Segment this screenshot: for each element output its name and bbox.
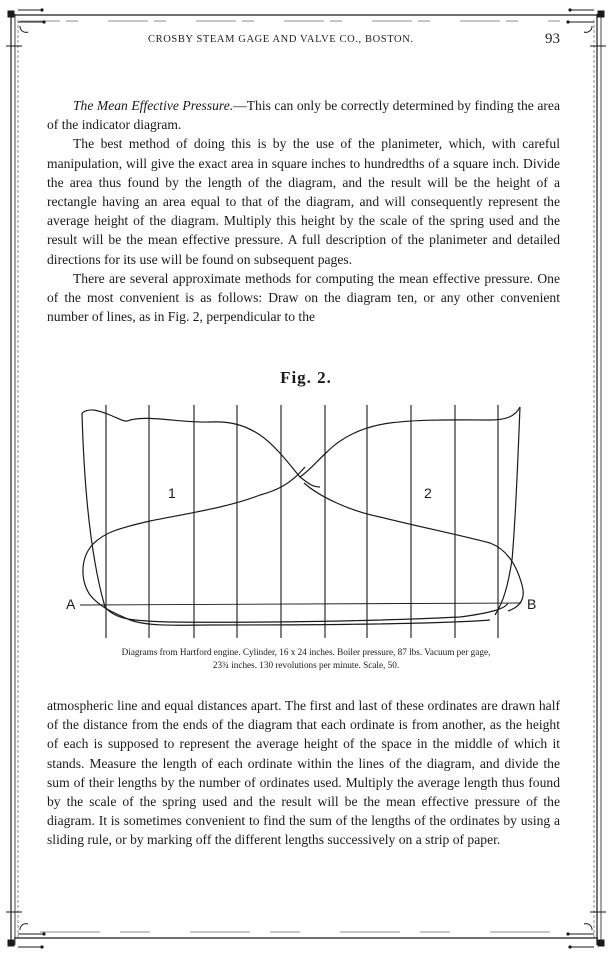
paragraph-planimeter: The best method of doing this is by the use of the planimeter, which, with careful manipulation, will give the exact area in square inches to hundredths of a square inch. Divide the area thus found by the length of the diagram, and the result will be the height of a rectangle having an area equal to that of the diagram, and will consequently represent the average height of the diagram. Multiply this height by the scale of the spring used and the result will be the mean effective pressure. A full description of the planimeter and detailed directions for its use will be found on subsequent pages. bbox=[47, 136, 560, 267]
running-head-title: CROSBY STEAM GAGE AND VALVE CO., BOSTON. bbox=[148, 34, 414, 45]
figure-title: Fig. 2. bbox=[280, 368, 332, 387]
paragraph-approximate-methods: There are several approximate methods for computing the mean effective pressure. One of the most convenient is as follows: Draw on the diagram ten, or any other convenient number of lines, as in Fig. 2, perpendicular to the bbox=[47, 270, 560, 325]
body-text-bottom bbox=[47, 696, 560, 850]
diagram-label-1: 1 bbox=[168, 485, 176, 501]
diagram-label-2: 2 bbox=[424, 485, 432, 501]
body-text-top bbox=[47, 96, 560, 326]
point-a-label: A bbox=[66, 596, 76, 612]
caption-line-2: 23¾ inches. 130 revolutions per minute. Scale, 50. bbox=[212, 660, 400, 670]
paragraph-ordinates: atmospheric line and equal distances apart. The first and last of these ordinates are drawn half of the distance from the ends of the diagram that each ordinate is from another, as the height of each is supposed to represent the average height of the space in the middle of which it stands. Measure the length of each ordinate within the lines of the diagram, and divide the sum of their lengths by the number of ordinates used. Multiply the average length thus found by the scale of the spring used and the result will be the mean effective pressure of the diagram. It is sometimes convenient to find the sum of the lengths of the ordinates by using a sliding rule, or by marking off the different lengths successively on a strip of paper. bbox=[47, 698, 560, 848]
caption-line-1: Diagrams from Hartford engine. Cylinder, 16 x 24 inches. Boiler pressure, 87 lbs. Vacuum per gage, bbox=[121, 647, 491, 657]
point-b-label: B bbox=[527, 596, 537, 612]
indicator-diagram bbox=[60, 395, 560, 645]
section-heading: The Mean Effective Pressure. bbox=[73, 98, 234, 113]
figure-caption bbox=[46, 646, 566, 672]
running-head bbox=[0, 31, 612, 50]
paragraph-mean-effective-pressure bbox=[47, 96, 560, 134]
paragraph-text: —This can only be correctly determined by finding the area of the indicator diagram. bbox=[47, 98, 560, 133]
page-number: 93 bbox=[545, 31, 560, 47]
